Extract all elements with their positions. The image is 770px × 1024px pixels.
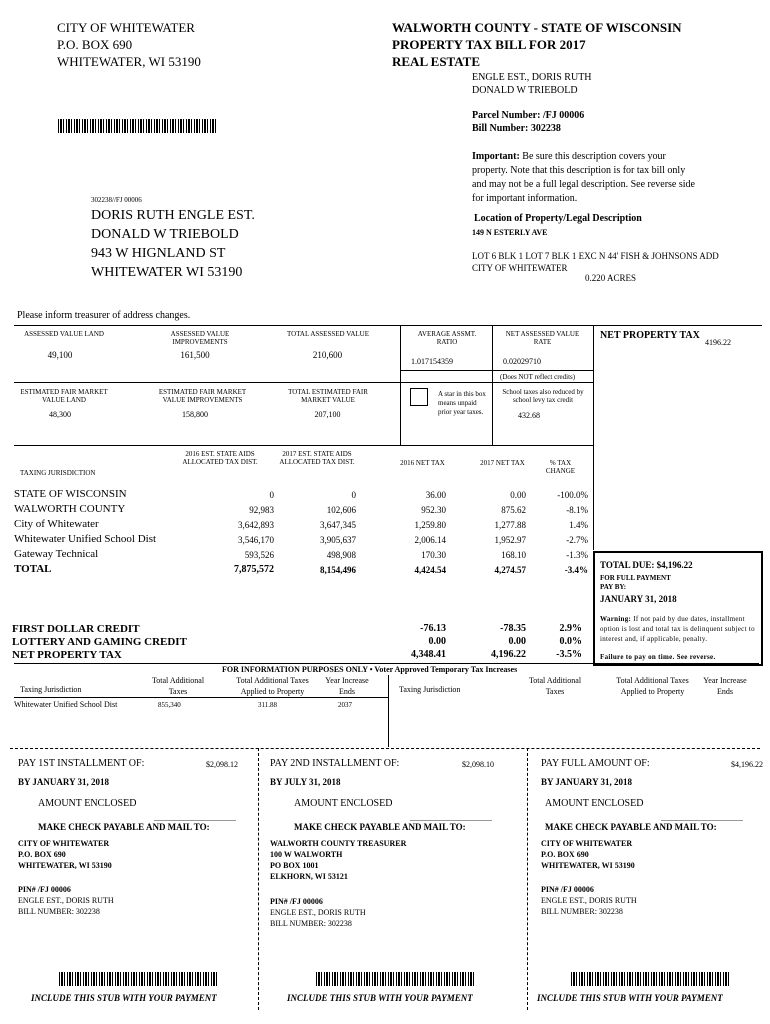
legal-description — [472, 250, 719, 274]
ratio-label: AVERAGE ASSMT. RATIO — [417, 330, 477, 346]
row-aids-2017: 0 — [351, 490, 356, 500]
row-tax-2016: 170.30 — [421, 550, 446, 560]
est-land-value: 48,300 — [49, 410, 71, 419]
stub-id-block — [541, 884, 637, 917]
credit-row — [12, 623, 592, 636]
table-row — [14, 533, 594, 548]
important-text: Be sure this description covers your property. Note that this description is for tax bill only and may not be a full legal description. See reverse side for important information. — [472, 151, 695, 204]
tear-line — [527, 748, 528, 1010]
stub-due-by: BY JULY 31, 2018 — [270, 777, 341, 787]
total-due-label: TOTAL DUE: $4,196.22 — [600, 560, 693, 570]
credit-change: -3.5% — [556, 649, 582, 660]
credit-2016: 4,348.41 — [411, 649, 446, 660]
due-date: JANUARY 31, 2018 — [600, 594, 677, 604]
acres: 0.220 ACRES — [585, 273, 637, 283]
stub-include-note: INCLUDE THIS STUB WITH YOUR PAYMENT — [31, 993, 217, 1003]
tt-total-header-right: Total Additional Taxes — [528, 676, 582, 696]
row-jurisdiction: STATE OF WISCONSIN — [14, 488, 127, 500]
stub-bill-number: BILL NUMBER: 302238 — [541, 907, 623, 916]
est-total-value: 207,100 — [314, 410, 341, 419]
stub-pin: PIN# /FJ 00006 — [270, 897, 323, 906]
row-aids-2017: 3,905,637 — [320, 535, 356, 545]
row-aids-2016: 3,546,170 — [238, 535, 274, 545]
rule — [14, 445, 593, 446]
row-aids-2017: 102,606 — [326, 505, 356, 515]
tt-row-jur: Whitewater Unified School Dist — [14, 700, 118, 709]
owner-line2: DONALD W TRIEBOLD — [472, 85, 578, 96]
table-row — [14, 488, 594, 503]
stub-addr-line: P.O. BOX 690 — [18, 850, 66, 859]
row-aids-2016: 0 — [269, 490, 274, 500]
stub-barcode — [316, 972, 474, 986]
th-aids-2017: 2017 EST. STATE AIDS ALLOCATED TAX DIST. — [279, 450, 355, 466]
table-row — [14, 503, 594, 518]
stub-barcode — [571, 972, 731, 986]
header-line3: REAL ESTATE — [392, 54, 481, 69]
row-change: 1.4% — [569, 520, 588, 530]
warning-label: Warning: — [600, 615, 632, 623]
total-row — [14, 563, 594, 578]
legal-line1: LOT 6 BLK 1 LOT 7 BLK 1 EXC N 44' FISH & JOHNSONS ADD — [472, 251, 719, 261]
rule — [14, 325, 762, 326]
stub-name: ENGLE EST., DORIS RUTH — [270, 908, 366, 917]
tear-line — [258, 748, 259, 1010]
row-jurisdiction: City of Whitewater — [14, 518, 99, 530]
stub-include-note: INCLUDE THIS STUB WITH YOUR PAYMENT — [287, 993, 473, 1003]
credit-2017: -78.35 — [500, 623, 526, 634]
tt-applied-header-right: Total Additional Taxes Applied to Property — [616, 676, 689, 696]
bill-number: Bill Number: 302238 — [472, 123, 561, 134]
credit-change: 2.9% — [559, 623, 582, 634]
row-jurisdiction: Gateway Technical — [14, 548, 99, 560]
row-change: -8.1% — [566, 505, 588, 515]
row-change: -100.0% — [557, 490, 588, 500]
total-tax-2016: 4,424.54 — [414, 565, 446, 575]
est-impr-value: 158,800 — [182, 410, 208, 419]
total-aids-2016: 7,875,572 — [234, 564, 274, 575]
address-change-notice: Please inform treasurer of address changes. — [17, 310, 191, 321]
stub-name: ENGLE EST., DORIS RUTH — [18, 896, 114, 905]
total-label: TOTAL — [14, 563, 52, 575]
assessed-land-value: 49,100 — [47, 350, 73, 360]
amount-enclosed-input[interactable] — [154, 808, 236, 821]
payment-stub-1 — [18, 758, 248, 1013]
credit-2016: 0.00 — [428, 636, 446, 647]
stub-due-by: BY JANUARY 31, 2018 — [18, 777, 110, 787]
stub-pin: PIN# /FJ 00006 — [18, 885, 71, 894]
full-payment: FOR FULL PAYMENT — [600, 574, 671, 582]
stub-name: ENGLE EST., DORIS RUTH — [541, 896, 637, 905]
stub-make-check: MAKE CHECK PAYABLE AND MAIL TO: — [294, 822, 466, 832]
legal-line2: CITY OF WHITEWATER — [472, 263, 568, 273]
row-aids-2016: 593,526 — [244, 550, 274, 560]
payment-stub-3 — [537, 758, 763, 1013]
star-box — [410, 388, 428, 406]
location-address: 149 N ESTERLY AVE — [472, 228, 548, 237]
table-row — [14, 548, 594, 563]
mail-line1: DORIS RUTH ENGLE EST. — [91, 208, 255, 223]
warning-text — [600, 614, 756, 644]
credit-label: LOTTERY AND GAMING CREDIT — [12, 636, 187, 648]
important-note — [472, 150, 697, 206]
stub-make-check: MAKE CHECK PAYABLE AND MAIL TO: — [38, 822, 210, 832]
total-change: -3.4% — [564, 565, 588, 575]
rate-label: NET ASSESSED VALUE RATE — [505, 330, 580, 346]
school-credit-value: 432.68 — [518, 411, 540, 420]
row-aids-2016: 3,642,893 — [238, 520, 274, 530]
mail-line3: 943 W HIGNLAND ST — [91, 246, 226, 261]
temp-tax-title: FOR INFORMATION PURPOSES ONLY • Voter Approved Temporary Tax Increases — [222, 665, 518, 674]
tear-line — [10, 748, 760, 749]
th-jurisdiction: TAXING JURISDICTION — [20, 469, 96, 477]
rule — [400, 370, 593, 371]
barcode-top — [58, 119, 218, 133]
tt-ends-header-right: Year Increase Ends — [703, 676, 747, 696]
stub-make-check: MAKE CHECK PAYABLE AND MAIL TO: — [545, 822, 717, 832]
parcel-number: Parcel Number: /FJ 00006 — [472, 110, 585, 121]
row-tax-2017: 1,277.88 — [494, 520, 526, 530]
stub-due-by: BY JANUARY 31, 2018 — [541, 777, 633, 787]
assessed-impr-label: ASSESSED VALUE IMPROVEMENTS — [170, 330, 230, 346]
sender-line1: CITY OF WHITEWATER — [57, 20, 195, 35]
row-tax-2017: 1,952.97 — [494, 535, 526, 545]
payment-stub-2 — [270, 758, 520, 1013]
row-tax-2017: 168.10 — [501, 550, 526, 560]
stub-amount: $4,196.22 — [731, 760, 763, 769]
stub-bill-number: BILL NUMBER: 302238 — [18, 907, 100, 916]
stub-amount: $2,098.12 — [206, 760, 238, 769]
stub-addr-line: 100 W WALWORTH — [270, 850, 343, 859]
net-tax-label: NET PROPERTY TAX — [600, 330, 700, 341]
row-tax-2017: 875.62 — [501, 505, 526, 515]
rule — [492, 325, 493, 445]
th-tax-2017: 2017 NET TAX — [480, 459, 525, 467]
tt-total-header: Total Additional Taxes — [151, 676, 205, 696]
parcel-block — [472, 109, 584, 135]
credit-row — [12, 649, 592, 662]
tt-jur-header: Taxing Jurisdiction — [20, 685, 82, 694]
tt-row-total: 855,340 — [158, 701, 181, 709]
stub-addr-line: WHITEWATER, WI 53190 — [541, 861, 635, 870]
credit-label: NET PROPERTY TAX — [12, 649, 122, 661]
stub-pay-label: PAY FULL AMOUNT OF: — [541, 758, 650, 769]
stub-addr-line: CITY OF WHITEWATER — [541, 839, 633, 848]
row-tax-2016: 952.30 — [421, 505, 446, 515]
tax-rows — [14, 488, 594, 578]
ratio-value: 1.017154359 — [411, 357, 453, 366]
stub-addr-line: WALWORTH COUNTY TREASURER — [270, 839, 407, 848]
rule — [14, 663, 759, 664]
th-aids-2016: 2016 EST. STATE AIDS ALLOCATED TAX DIST. — [182, 450, 258, 466]
est-land-label: ESTIMATED FAIR MARKET VALUE LAND — [20, 388, 108, 404]
important-label: Important: — [472, 151, 520, 162]
stub-enclosed-label: AMOUNT ENCLOSED — [294, 798, 393, 809]
row-tax-2016: 36.00 — [425, 490, 446, 500]
row-change: -1.3% — [566, 550, 588, 560]
credit-2017: 0.00 — [508, 636, 526, 647]
stub-barcode — [59, 972, 217, 986]
assessed-total-label: TOTAL ASSESSED VALUE — [286, 330, 370, 338]
rule — [14, 697, 388, 698]
row-tax-2016: 2,006.14 — [414, 535, 446, 545]
stub-id-block — [270, 896, 366, 929]
credit-change: 0.0% — [559, 636, 582, 647]
mail-to-address — [91, 206, 255, 282]
sender-address — [57, 19, 201, 70]
stub-mail-address — [270, 838, 406, 882]
tt-row-ends: 2037 — [338, 701, 352, 709]
total-due-box — [593, 551, 763, 666]
assessed-land-label: ASSESSED VALUE LAND — [24, 330, 104, 338]
stub-addr-line: PO BOX 1001 — [270, 861, 319, 870]
row-change: -2.7% — [566, 535, 588, 545]
row-aids-2016: 92,983 — [249, 505, 274, 515]
bill-header — [392, 19, 682, 70]
location-title: Location of Property/Legal Description — [474, 213, 642, 224]
th-change: % TAX CHANGE — [545, 459, 576, 475]
row-tax-2016: 1,259.80 — [414, 520, 446, 530]
est-total-label: TOTAL ESTIMATED FAIR MARKET VALUE — [288, 388, 368, 404]
assessed-total-value: 210,600 — [312, 350, 343, 360]
stub-pay-label: PAY 1ST INSTALLMENT OF: — [18, 758, 145, 769]
owner-line1: ENGLE EST., DORIS RUTH — [472, 72, 592, 83]
tt-row-applied: 311.88 — [258, 701, 277, 709]
warning-body: If not paid by due dates, installment option is lost and total tax is delinquent subject to interest and, if applicable, penalty. — [600, 615, 755, 643]
stub-mail-address — [541, 838, 635, 871]
stub-enclosed-label: AMOUNT ENCLOSED — [545, 798, 644, 809]
tt-applied-header: Total Additional Taxes Applied to Property — [236, 676, 309, 696]
stub-addr-line: ELKHORN, WI 53121 — [270, 872, 348, 881]
est-impr-label: ESTIMATED FAIR MARKET VALUE IMPROVEMENTS — [158, 388, 247, 404]
tt-ends-header: Year Increase Ends — [325, 676, 369, 696]
credit-rows — [12, 623, 592, 662]
stub-amount: $2,098.10 — [462, 760, 494, 769]
mail-ref: 302238//FJ 00006 — [91, 196, 142, 204]
total-aids-2017: 8,154,496 — [320, 565, 356, 575]
header-line2: PROPERTY TAX BILL FOR 2017 — [392, 37, 586, 52]
tt-jur-header-right: Taxing Jurisdiction — [399, 685, 461, 694]
net-tax-value: 4196.22 — [705, 338, 731, 347]
stub-pay-label: PAY 2ND INSTALLMENT OF: — [270, 758, 400, 769]
total-tax-2017: 4,274.57 — [494, 565, 526, 575]
stub-addr-line: P.O. BOX 690 — [541, 850, 589, 859]
stub-id-block — [18, 884, 114, 917]
amount-enclosed-input[interactable] — [410, 808, 492, 821]
header-line1: WALWORTH COUNTY - STATE OF WISCONSIN — [392, 20, 682, 35]
row-aids-2017: 498,908 — [326, 550, 356, 560]
owner-block — [472, 71, 592, 97]
stub-include-note: INCLUDE THIS STUB WITH YOUR PAYMENT — [537, 993, 723, 1003]
row-jurisdiction: WALWORTH COUNTY — [14, 503, 126, 515]
row-jurisdiction: Whitewater Unified School Dist — [14, 533, 157, 545]
rate-value: 0.02029710 — [503, 357, 541, 366]
stub-bill-number: BILL NUMBER: 302238 — [270, 919, 352, 928]
credit-row — [12, 636, 592, 649]
mail-line4: WHITEWATER WI 53190 — [91, 265, 243, 280]
row-aids-2017: 3,647,345 — [320, 520, 356, 530]
stub-addr-line: WHITEWATER, WI 53190 — [18, 861, 112, 870]
assessed-impr-value: 161,500 — [180, 350, 210, 360]
star-note: A star in this box means unpaid prior year taxes. — [438, 390, 486, 416]
stub-pin: PIN# /FJ 00006 — [541, 885, 594, 894]
stub-mail-address — [18, 838, 112, 871]
stub-enclosed-label: AMOUNT ENCLOSED — [38, 798, 137, 809]
sender-line3: WHITEWATER, WI 53190 — [57, 54, 201, 69]
rule — [400, 325, 401, 445]
table-row — [14, 518, 594, 533]
amount-enclosed-input[interactable] — [661, 808, 743, 821]
row-tax-2017: 0.00 — [510, 490, 526, 500]
rule — [388, 675, 389, 747]
failure-notice: Failure to pay on time. See reverse. — [600, 653, 716, 661]
credit-2016: -76.13 — [420, 623, 446, 634]
school-credit-label: School taxes also reduced by school levy tax credit — [502, 388, 584, 404]
stub-addr-line: CITY OF WHITEWATER — [18, 839, 110, 848]
sender-line2: P.O. BOX 690 — [57, 37, 133, 52]
rule — [14, 382, 593, 383]
rate-note: (Does NOT reflect credits) — [500, 373, 576, 381]
credit-label: FIRST DOLLAR CREDIT — [12, 623, 140, 635]
pay-by: PAY BY: — [600, 583, 627, 591]
th-tax-2016: 2016 NET TAX — [400, 459, 445, 467]
mail-line2: DONALD W TRIEBOLD — [91, 227, 239, 242]
credit-2017: 4,196.22 — [491, 649, 526, 660]
